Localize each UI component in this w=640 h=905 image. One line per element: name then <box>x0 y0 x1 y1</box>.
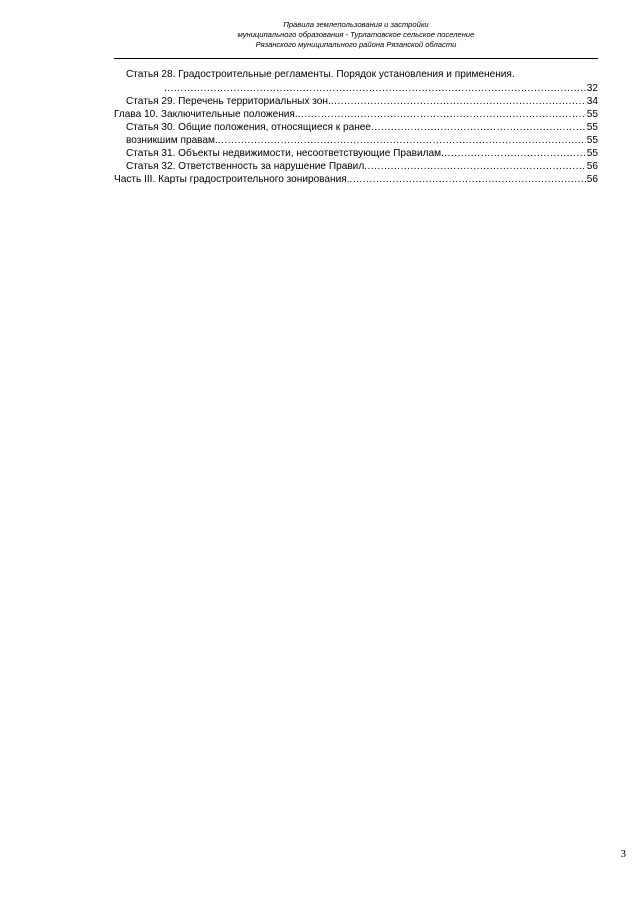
header-line-2: муниципального образования - Турлатовское сельское поселение <box>237 30 475 39</box>
toc-page-number: 55 <box>586 135 598 146</box>
toc-leader <box>331 95 586 108</box>
header-divider <box>114 58 598 59</box>
toc-page-number: 55 <box>586 109 598 120</box>
toc-page-number: 55 <box>586 122 598 133</box>
toc-entry[interactable] <box>126 121 598 134</box>
running-header <box>114 20 598 50</box>
toc-entry-title: возникшим правам. <box>126 135 218 146</box>
header-line-1: Правила землепользования и застройки <box>283 20 429 29</box>
toc-leader <box>218 134 586 147</box>
header-line-3: Рязанского муниципального района Рязанской области <box>255 40 457 49</box>
toc-entry[interactable] <box>126 95 598 108</box>
toc-leader <box>350 173 586 186</box>
toc-entry[interactable] <box>126 68 598 81</box>
toc-entry-title: Статья 29. Перечень территориальных зон. <box>126 96 331 107</box>
toc-page-number: 34 <box>586 96 598 107</box>
toc-leader <box>164 82 586 95</box>
toc-entry[interactable] <box>114 108 598 121</box>
toc-entry-title: Статья 28. Градостроительные регламенты. Порядок установления и применения. <box>126 69 515 80</box>
toc-leader <box>364 160 586 173</box>
toc-leader <box>371 121 586 134</box>
toc-entry-title: Глава 10. Заключительные положения. <box>114 109 298 120</box>
toc-entry-title: Статья 32. Ответственность за нарушение Правил <box>126 161 365 172</box>
toc-page-number: 56 <box>586 174 598 185</box>
toc-entry[interactable] <box>126 147 598 160</box>
toc-entry-title: Часть III. Карты градостроительного зонирования. <box>114 174 350 185</box>
toc-page-number: 32 <box>586 83 598 94</box>
toc-entry[interactable] <box>164 82 598 95</box>
toc-entry[interactable] <box>126 160 598 173</box>
toc-page-number: 56 <box>586 161 598 172</box>
toc-leader <box>441 147 586 160</box>
page-number: 3 <box>620 848 626 860</box>
toc-page-number: 55 <box>586 148 598 159</box>
toc-entry-title: Статья 30. Общие положения, относящиеся к ранее <box>126 122 372 133</box>
toc-leader <box>298 108 586 121</box>
toc-entry[interactable] <box>114 173 598 186</box>
toc-entry[interactable] <box>126 134 598 147</box>
toc-entry-title: Статья 31. Объекты недвижимости, несоответствующие Правилам <box>126 148 442 159</box>
